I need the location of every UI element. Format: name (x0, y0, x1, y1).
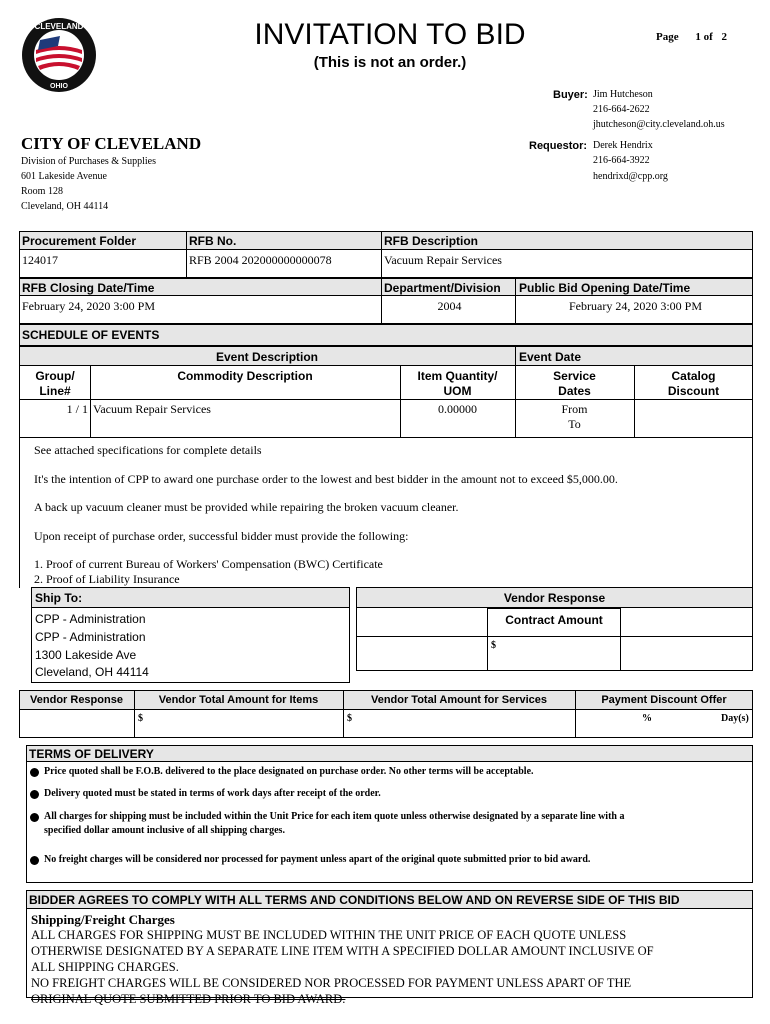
row-description: Vacuum Repair Services (93, 402, 211, 416)
svg-text:CLEVELAND: CLEVELAND (34, 22, 84, 31)
note-specifications: See attached specifications for complete details (34, 443, 262, 457)
commodity-header: Commodity Description (177, 369, 313, 383)
bullet-icon (30, 790, 39, 799)
requestor-label: Requestor: (529, 140, 588, 152)
group-header-line2: Line# (39, 384, 71, 398)
agree-label: BIDDER AGREES TO COMPLY WITH ALL TERMS AND CONDITIONS BELOW AND ON REVERSE SIDE OF THIS BID (29, 893, 680, 907)
service-header-line2: Dates (558, 384, 591, 398)
ship-to-line-4: Cleveland, OH 44114 (35, 665, 149, 679)
quantity-header-line1: Item Quantity/ (417, 369, 498, 383)
rfb-no-value: RFB 2004 202000000000078 (189, 253, 332, 267)
bullet-icon (30, 856, 39, 865)
catalog-header-line1: Catalog (671, 369, 716, 383)
buyer-phone: 216-664-2622 (593, 104, 650, 115)
discount-percent-input[interactable] (578, 711, 640, 736)
total-services-input[interactable] (357, 711, 573, 736)
procurement-folder-label: Procurement Folder (22, 234, 137, 248)
ship-to-line-1: CPP - Administration (35, 612, 146, 626)
totals-items-label: Vendor Total Amount for Items (158, 694, 319, 706)
contract-amount-label: Contract Amount (505, 613, 603, 627)
page-subtitle: (This is not an order.) (313, 54, 467, 71)
ship-to-line-2: CPP - Administration (35, 630, 146, 644)
requestor-email: hendrixd@cpp.org (593, 171, 668, 182)
row-line-number: 1 / 1 (66, 402, 88, 416)
totals-items-dollar: $ (138, 713, 143, 724)
term-freight: No freight charges will be considered nor processed for payment unless apart of the original quote submitted prior to bid award. (44, 854, 591, 865)
group-header-line1: Group/ (35, 369, 75, 383)
vendor-response-input[interactable] (21, 711, 132, 736)
contract-amount-dollar: $ (491, 640, 496, 651)
agree-heading: Shipping/Freight Charges (31, 912, 175, 927)
ship-to-label: Ship To: (35, 591, 83, 605)
discount-percent: % (642, 713, 652, 724)
city-division: Division of Purchases & Supplies (21, 156, 156, 167)
city-street: 601 Lakeside Avenue (21, 171, 107, 182)
note-insurance: 2. Proof of Liability Insurance (34, 572, 180, 586)
page-total: 2 (721, 31, 728, 43)
quantity-header (400, 369, 515, 399)
catalog-discount-header (634, 369, 753, 399)
agree-text-1: ALL CHARGES FOR SHIPPING MUST BE INCLUDED WITHIN THE UNIT PRICE OF EACH QUOTE UNLESS (31, 928, 627, 942)
requestor-phone: 216-664-3922 (593, 155, 650, 166)
svg-text:OHIO: OHIO (50, 83, 68, 90)
vendor-response-label: Vendor Response (503, 591, 606, 605)
dept-label: Department/Division (384, 281, 501, 295)
bullet-icon (30, 813, 39, 822)
totals-vendor-response-label: Vendor Response (30, 694, 123, 706)
ship-to-line-3: 1300 Lakeside Ave (35, 648, 137, 662)
city-zip: Cleveland, OH 44114 (21, 201, 109, 212)
rfb-no-label: RFB No. (189, 234, 237, 248)
page-indicator (656, 31, 727, 43)
event-date-header: Event Date (519, 350, 582, 364)
procurement-folder-value: 124017 (22, 253, 58, 267)
buyer-email: jhutcheson@city.cleveland.oh.us (593, 119, 725, 130)
total-items-input[interactable] (148, 711, 341, 736)
buyer-name: Jim Hutcheson (593, 89, 653, 100)
opening-value: February 24, 2020 3:00 PM (569, 299, 702, 313)
agree-text-2: OTHERWISE DESIGNATED BY A SEPARATE LINE ITEM WITH A SPECIFIED DOLLAR AMOUNT INCLUSIVE OF (31, 944, 654, 958)
group-line-header (20, 369, 90, 399)
service-dates-header (515, 369, 634, 399)
agree-text-4: NO FREIGHT CHARGES WILL BE CONSIDERED NOR PROCESSED FOR PAYMENT UNLESS APART OF THE (31, 976, 632, 990)
catalog-header-line2: Discount (667, 384, 720, 398)
row-to: To (568, 417, 581, 431)
page-number: 1 (695, 31, 701, 43)
terms-label: TERMS OF DELIVERY (29, 747, 154, 761)
city-name: CITY OF CLEVELAND (21, 134, 202, 153)
note-award: It's the intention of CPP to award one purchase order to the lowest and best bidder in the amount not to exceed $5,000.00. (34, 472, 618, 486)
note-bwc: 1. Proof of current Bureau of Workers' Compensation (BWC) Certificate (34, 557, 383, 571)
event-description-header: Event Description (215, 350, 319, 364)
opening-label: Public Bid Opening Date/Time (519, 281, 691, 295)
city-seal-logo (20, 16, 98, 94)
page-label: Page (656, 31, 679, 43)
service-header-line1: Service (553, 369, 596, 383)
rfb-desc-value: Vacuum Repair Services (384, 253, 502, 267)
dept-value: 2004 (437, 299, 462, 313)
page-title: INVITATION TO BID (254, 18, 526, 51)
term-shipping-line-2: specified dollar amount inclusive of all shipping charges. (44, 825, 285, 836)
buyer-label: Buyer: (553, 89, 588, 101)
note-receipt: Upon receipt of purchase order, successful bidder must provide the following: (34, 529, 409, 543)
city-room: Room 128 (21, 186, 63, 197)
closing-label: RFB Closing Date/Time (22, 281, 155, 295)
closing-value: February 24, 2020 3:00 PM (22, 299, 155, 313)
contract-amount-input[interactable] (500, 638, 618, 668)
row-from: From (561, 402, 588, 416)
totals-services-label: Vendor Total Amount for Services (370, 694, 548, 706)
row-quantity: 0.00000 (438, 402, 477, 416)
requestor-name: Derek Hendrix (593, 140, 653, 151)
schedule-label: SCHEDULE OF EVENTS (22, 328, 160, 342)
page-of: of (703, 31, 713, 43)
note-backup: A back up vacuum cleaner must be provided while repairing the broken vacuum cleaner. (34, 500, 459, 514)
term-delivery: Delivery quoted must be stated in terms of work days after receipt of the order. (44, 788, 381, 799)
discount-days-input[interactable] (652, 711, 718, 736)
term-shipping-line-1: All charges for shipping must be included within the Unit Price for each item quote unless otherwise designated by a separate line with a (44, 811, 625, 822)
quantity-header-line2: UOM (443, 384, 472, 398)
agree-text-5: ORIGINAL QUOTE SUBMITTED PRIOR TO BID AWARD. (31, 992, 346, 1006)
rfb-desc-label: RFB Description (384, 234, 479, 248)
agree-text-3: ALL SHIPPING CHARGES. (31, 960, 179, 974)
payment-discount-label: Payment Discount Offer (601, 694, 727, 706)
term-fob: Price quoted shall be F.O.B. delivered to the place designated on purchase order. No other terms will be acceptable. (44, 766, 534, 777)
totals-services-dollar: $ (347, 713, 352, 724)
bullet-icon (30, 768, 39, 777)
discount-days: Day(s) (721, 713, 749, 724)
